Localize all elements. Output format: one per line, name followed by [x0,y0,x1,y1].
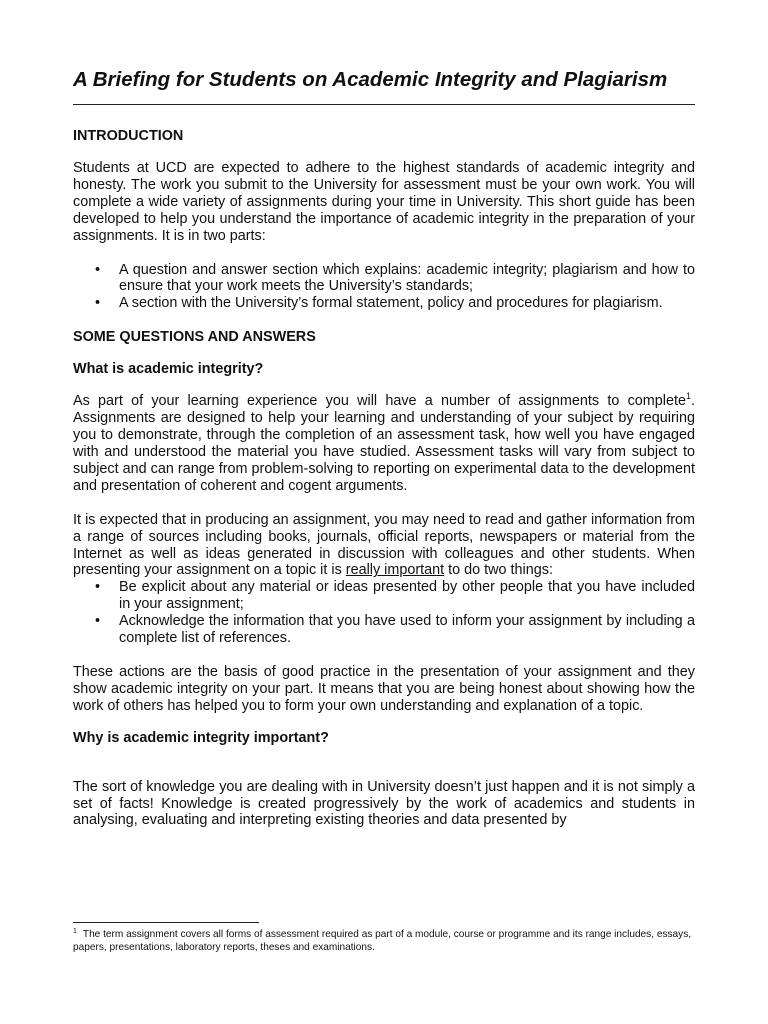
bullet-icon: • [95,579,101,596]
paragraph: These actions are the basis of good practice in the presentation of your assignment and they show academic integrity on your part. It means that you are being honest about showing how the work of others has helped you to form your own understanding and explanation of a topic. [73,663,695,714]
paragraph: The sort of knowledge you are dealing with in University doesn’t just happen and it is not simply a set of facts! Knowledge is created progressively by the work of academics and students in analysing, evaluating and interpreting existing theories and data presented by [73,778,695,829]
intro-paragraph: Students at UCD are expected to adhere to the highest standards of academic integrity and honesty. The work you submit to the University for assessment must be your own work. You will complete a wide variety of assignments during your time in University. This short guide has been developed to help you understand the importance of academic integrity in the preparation of your assignments. It is in two parts: [73,160,695,244]
requirements-bullet-list [73,579,695,647]
intro-bullet-list [73,262,695,313]
footnote-reference: 1 [685,391,691,402]
question-heading: Why is academic integrity important? [73,729,329,746]
paragraph: It is expected that in producing an assignment, you may need to read and gather information from a range of sources including books, journals, official reports, newspapers or material from the Internet as well as ideas generated in discussion with colleagues and other students. When presenting your assignment on a topic it is really important to do two things: [73,511,695,579]
paragraph: As part of your learning experience you will have a number of assignments to complete$^1$. Assignments are designed to help your learning and understanding of your subject by requiring you to demonstrate, through the completion of an assessment task, how well you have engaged with and understood the material you have studied. Assessment tasks will vary from subject to subject and can range from problem-solving to reporting on experimental data to the development and presentation of coherent and cogent arguments. [73,391,695,494]
footnote [73,928,695,954]
emphasis-text: really important [345,562,445,579]
list-item: • A question and answer section which explains: academic integrity; plagiarism and how to ensure that your work meets the University’s standards; [95,261,695,295]
document-page [73,66,695,829]
list-item: • A section with the University’s formal statement, policy and procedures for plagiarism. [95,295,663,312]
qa-heading: SOME QUESTIONS AND ANSWERS [73,329,316,346]
list-item: • Be explicit about any material or ideas presented by other people that you have included in your assignment; [95,579,695,613]
footnote-divider [73,922,259,923]
bullet-icon: • [95,261,101,278]
footnote-mark: 1 [73,927,77,935]
intro-heading: INTRODUCTION [73,128,184,144]
bullet-icon: • [95,613,101,630]
bullet-icon: • [95,295,101,312]
question-heading: What is academic integrity? [73,361,264,378]
list-item: • Acknowledge the information that you have used to inform your assignment by including a complete list of references. [95,613,695,647]
title-divider [73,104,695,105]
footnote-text: The term assignment covers all forms of assessment required as part of a module, course or programme and its range includes, essays, papers, presentations, laboratory reports, theses and examinations. [73,929,692,953]
document-title: A Briefing for Students on Academic Integrity and Plagiarism [73,68,668,91]
